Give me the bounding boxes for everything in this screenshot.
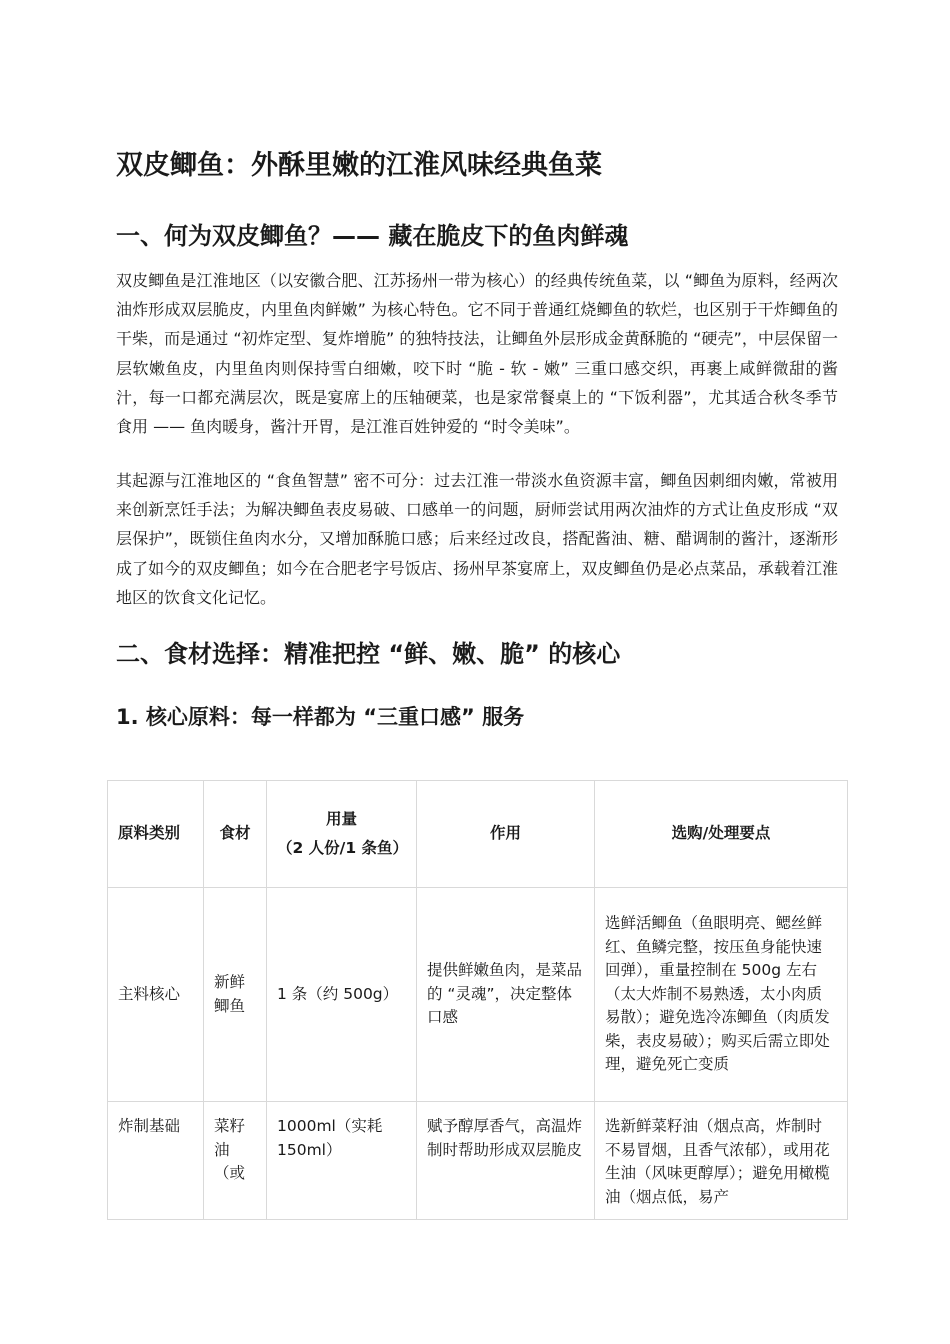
header-ingredient: 食材 (204, 781, 267, 888)
cell-ingredient-text: 菜籽油（或 (214, 1117, 246, 1182)
cell-role: 提供鲜嫩鱼肉，是菜品的 “灵魂”，决定整体口感 (417, 888, 595, 1102)
cell-role (417, 1102, 595, 1220)
table-row (108, 1102, 848, 1220)
section-1-paragraph-1: 双皮鲫鱼是江淮地区（以安徽合肥、江苏扬州一带为核心）的经典传统鱼菜，以 “鲫鱼为原料，经两次油炸形成双层脆皮，内里鱼肉鲜嫩” 为核心特色。它不同于普通红烧鲫鱼的软烂，也区别于干炸鲫鱼的干柴，而是通过 “初炸定型、复炸增脆” 的独特技法，让鲫鱼外层形成金黄酥脆的 “硬壳”，中层保留一层软嫩鱼皮，内里鱼肉则保持雪白细嫩，咬下时 “脆 - 软 - 嫩” 三重口感交织，再裹上咸鲜微甜的酱汁，每一口都充满层次，既是宴席上的压轴硬菜，也是家常餐桌上的 “下饭利器”，尤其适合秋冬季节食用 —— 鱼肉暖身，酱汁开胃，是江淮百姓钟爱的 “时令美味”。 (116, 271, 838, 437)
section-2-heading: 二、食材选择：精准把控 “鲜、嫩、脆” 的核心 (116, 640, 621, 668)
header-amount-note: （2 人份/1 条鱼） (277, 839, 409, 857)
section-2-subheading-1: 1. 核心原料：每一样都为 “三重口感” 服务 (116, 705, 525, 729)
section-1-heading: 一、何为双皮鲫鱼？—— 藏在脆皮下的鱼肉鲜魂 (116, 222, 629, 250)
cell-tips (595, 1102, 848, 1220)
section-1-paragraph-2: 其起源与江淮地区的 “食鱼智慧” 密不可分：过去江淮一带淡水鱼资源丰富，鲫鱼因刺细肉嫩，常被用来创新烹饪手法；为解决鲫鱼表皮易破、口感单一的问题，厨师尝试用两次油炸的方式让鱼皮形成 “双层保护”，既锁住鱼肉水分，又增加酥脆口感；后来经过改良，搭配酱油、糖、醋调制的酱汁，逐渐形成了如今的双皮鲫鱼；如今在合肥老字号饭店、扬州早茶宴席上，双皮鲫鱼仍是必点菜品，承载着江淮地区的饮食文化记忆。 (116, 471, 838, 607)
table-row (108, 888, 848, 1102)
ingredients-table (107, 780, 848, 1220)
cell-amount-text: 1000ml（实耗 150ml） (277, 1117, 383, 1159)
cell-amount: 1 条（约 500g） (267, 888, 417, 1102)
cell-amount (267, 1102, 417, 1220)
cell-role-text: 赋予醇厚香气，高温炸制时帮助形成双层脆皮 (427, 1117, 583, 1159)
cell-ingredient (204, 1102, 267, 1220)
cell-ingredient: 新鲜鲫鱼 (204, 888, 267, 1102)
header-category: 原料类别 (108, 781, 204, 888)
page-title: 双皮鲫鱼：外酥里嫩的江淮风味经典鱼菜 (116, 150, 602, 181)
cell-category: 主料核心 (108, 888, 204, 1102)
cell-category: 炸制基础 (108, 1102, 204, 1220)
cell-tips: 选鲜活鲫鱼（鱼眼明亮、鳃丝鲜红、鱼鳞完整，按压鱼身能快速回弹），重量控制在 500g 左右（太大炸制不易熟透，太小肉质易散）；避免选冷冻鲫鱼（肉质发柴，表皮易破）；购买后需立即处理，避免死亡变质 (595, 888, 848, 1102)
header-role: 作用 (417, 781, 595, 888)
header-tips: 选购/处理要点 (595, 781, 848, 888)
table-header-row (108, 781, 848, 888)
header-amount-label: 用量 (325, 809, 357, 828)
header-amount (267, 781, 417, 888)
cell-tips-text: 选新鲜菜籽油（烟点高，炸制时不易冒烟，且香气浓郁），或用花生油（风味更醇厚）；避免用橄榄油（烟点低，易产 (605, 1117, 830, 1206)
